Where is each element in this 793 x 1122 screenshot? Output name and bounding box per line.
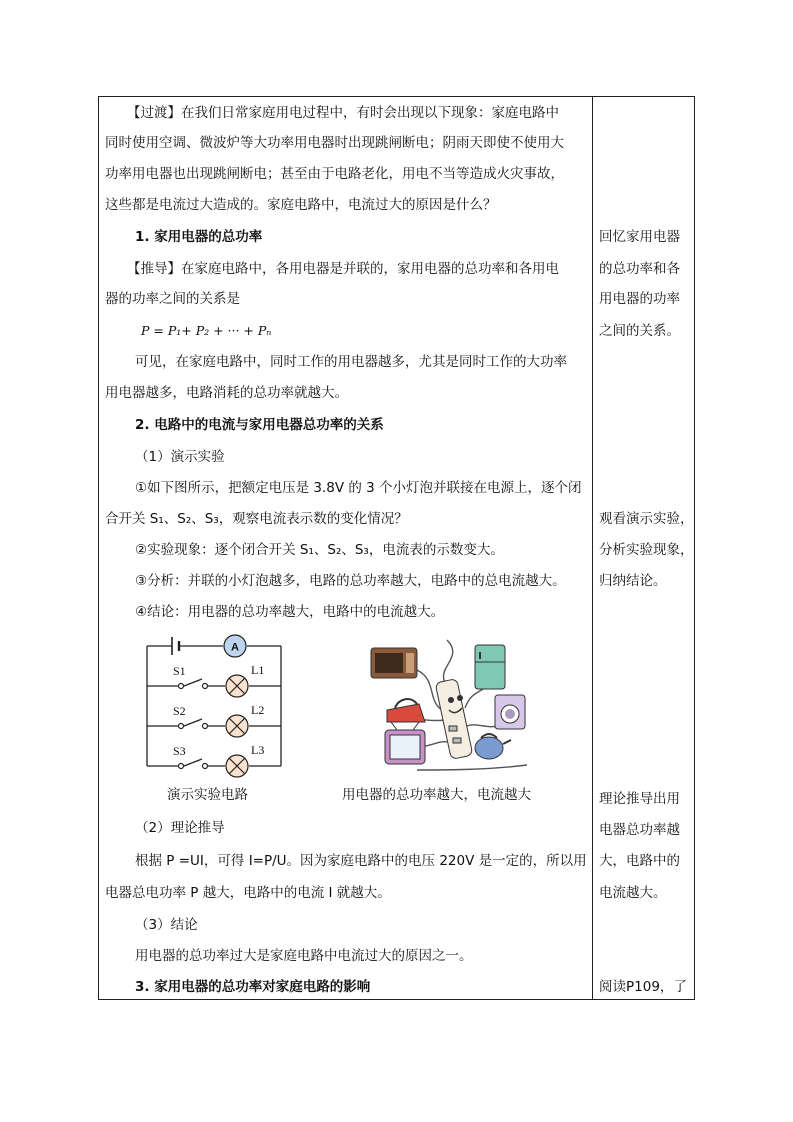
figure-caption-appliances: 用电器的总功率越大，电流越大 [342,787,531,803]
microwave-icon [371,648,417,678]
side-note-line: 用电器的功率 [599,291,680,307]
side-note-line: 回忆家用电器 [599,229,680,245]
ammeter-label: A [231,641,239,654]
column-divider [592,97,593,999]
text-line: ④结论：用电器的总功率越大，电路中的电流越大。 [135,604,445,620]
text-line: 电器总电功率 P 越大，电路中的电流 I 就越大。 [105,885,391,901]
side-note-line: 分析实验现象， [599,542,694,558]
washing-machine-icon [495,695,525,729]
side-note-line: 之间的关系。 [599,323,680,339]
text-line: 器的功率之间的关系是 [105,291,240,307]
side-note-line: 大，电路中的 [599,853,680,869]
section-heading: 3. 家用电器的总功率对家庭电路的影响 [135,979,371,995]
text-line: 用电器的总功率过大是家庭电路中电流过大的原因之一。 [135,948,473,964]
iron-icon [387,699,425,722]
text-line: 功率用电器也出现跳闸断电；甚至由于电路老化，用电不当等造成火灾事故， [105,166,564,182]
text-line: 【推导】在家庭电路中，各用电器是并联的，家用电器的总功率和各用电 [127,261,559,277]
refrigerator-icon [475,645,505,689]
circuit-diagram [139,630,289,780]
subsection-heading: （1）演示实验 [135,449,225,465]
side-note-line: 归纳结论。 [599,573,667,589]
lamp-label-l1: L1 [251,663,265,677]
lamp-label-l3: L3 [251,743,265,757]
side-note-line: 阅读P109，了 [599,979,687,995]
side-note-line: 理论推导出用 [599,791,680,807]
side-note-line: 电流越大。 [599,885,667,901]
text-line: ①如下图所示，把额定电压是 3.8V 的 3 个小灯泡并联接在电源上，逐个闭 [135,480,582,496]
text-line: 可见，在家庭电路中，同时工作的用电器越多，尤其是同时工作的大功率 [135,354,567,370]
text-line: 根据 P =UI，可得 I=P/U。因为家庭电路中的电压 220V 是一定的，所以用 [135,853,587,869]
television-icon [385,722,425,764]
subsection-heading: （2）理论推导 [135,820,225,836]
figure-caption-circuit: 演示实验电路 [167,787,248,803]
text-line: 用电器越多，电路消耗的总功率就越大。 [105,385,348,401]
lesson-table [98,96,695,1000]
switch-label-s2: S2 [173,704,186,718]
switch-label-s3: S3 [173,744,186,758]
text-line: ③分析：并联的小灯泡越多，电路的总功率越大，电路中的总电流越大。 [135,573,566,589]
subsection-heading: （3）结论 [135,917,198,933]
section-heading: 1. 家用电器的总功率 [135,229,263,245]
text-line: 【过渡】在我们日常家庭用电过程中，有时会出现以下现象：家庭电路中 [127,105,559,121]
power-strip-icon [435,679,473,760]
appliances-illustration [367,630,537,780]
lamp-label-l2: L2 [251,703,265,717]
formula: P = P₁+ P₂ + ··· + Pₙ [141,323,272,338]
text-line: 合开关 S₁、S₂、S₃，观察电流表示数的变化情况？ [105,511,408,527]
text-line: 同时使用空调、微波炉等大功率用电器时出现跳闸断电；阴雨天即使不使用大 [105,135,564,151]
switch-label-s1: S1 [173,664,186,678]
section-heading: 2. 电路中的电流与家用电器总功率的关系 [135,417,384,433]
text-line: ②实验现象：逐个闭合开关 S₁、S₂、S₃，电流表的示数变大。 [135,542,504,558]
side-note-line: 的总功率和各 [599,261,680,277]
side-note-line: 观看演示实验， [599,511,694,527]
kettle-icon [475,734,511,759]
side-note-line: 电器总功率越 [599,822,680,838]
text-line: 这些都是电流过大造成的。家庭电路中，电流过大的原因是什么？ [105,197,497,213]
